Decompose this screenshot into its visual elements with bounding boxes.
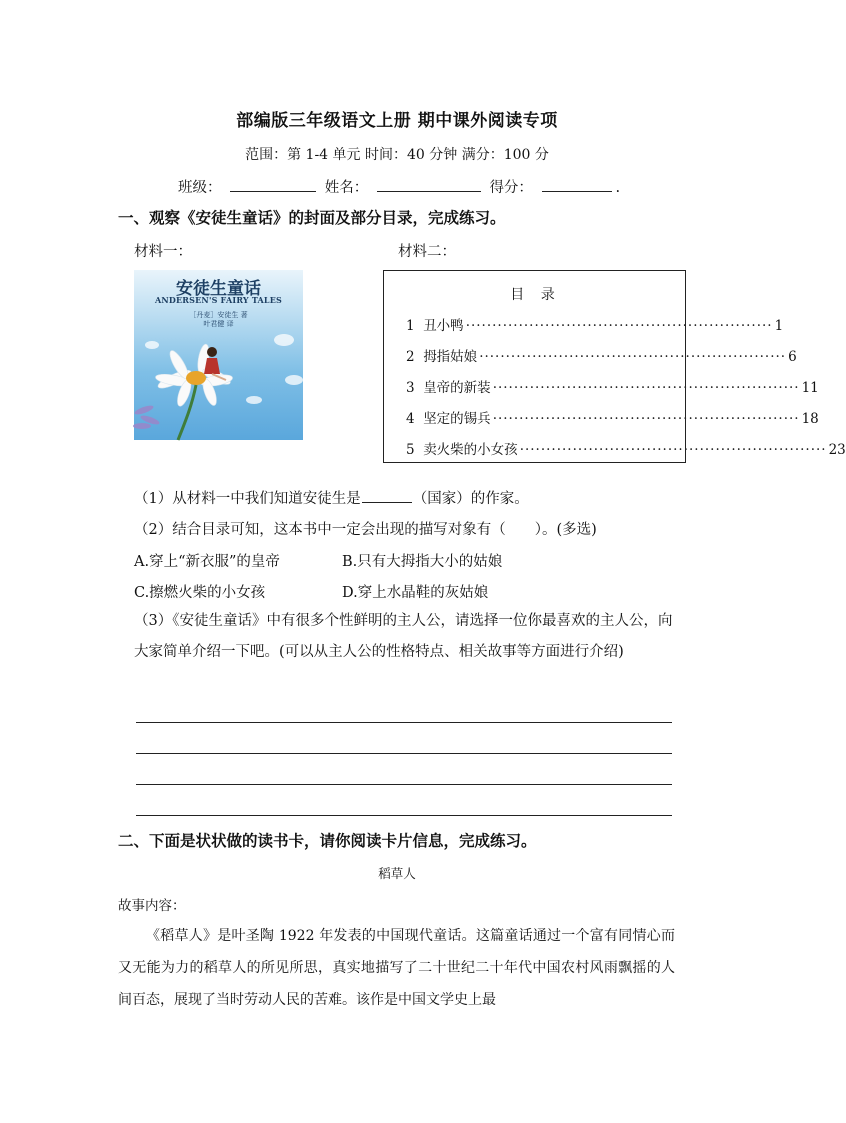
toc-item-number: 3 bbox=[406, 380, 415, 396]
cover-illustration bbox=[134, 270, 303, 440]
exam-scope: 范围：第 1-4 单元 时间：40 分钟 满分：100 分 bbox=[245, 147, 549, 163]
name-label: 姓名： bbox=[324, 180, 369, 196]
toc-item-page: 6 bbox=[788, 349, 797, 365]
section1-heading: 一、观察《安徒生童话》的封面及部分目录，完成练习。 bbox=[118, 208, 506, 227]
question-1 bbox=[134, 487, 529, 508]
option-c[interactable]: C.擦燃火柴的小女孩 bbox=[134, 585, 266, 601]
toc-item-number: 1 bbox=[406, 318, 415, 334]
page-title: 部编版三年级语文上册 期中课外阅读专项 bbox=[236, 111, 558, 131]
question-2: （2）结合目录可知，这本书中一定会出现的描写对象有（ ）。(多选) bbox=[134, 522, 597, 538]
cover-title: 安徒生童话 bbox=[176, 279, 261, 299]
student-info-row bbox=[178, 176, 620, 197]
toc-heading: 目 录 bbox=[510, 287, 561, 303]
score-label: 得分： bbox=[489, 180, 533, 196]
toc-item-number: 4 bbox=[406, 411, 415, 427]
toc-item-page: 23 bbox=[828, 442, 846, 458]
toc-item-page: 18 bbox=[801, 411, 819, 427]
end-mark: . bbox=[615, 180, 621, 196]
material2-label: 材料二： bbox=[398, 244, 456, 260]
toc-item bbox=[406, 407, 819, 427]
toc-leader-dots: ·························································· bbox=[519, 442, 827, 458]
toc-item-title: 坚定的锡兵 bbox=[423, 411, 491, 427]
class-label: 班级： bbox=[178, 180, 222, 196]
option-a[interactable]: A.穿上“新衣服”的皇帝 bbox=[134, 554, 280, 570]
question-1-text: （1）从材料一中我们知道安徒生是 bbox=[134, 491, 361, 507]
question-1-suffix: （国家）的作家。 bbox=[412, 491, 529, 507]
cover-author-line: ［丹麦］安徒生 著 bbox=[189, 311, 248, 319]
toc-item-title: 皇帝的新装 bbox=[423, 380, 491, 396]
class-blank[interactable] bbox=[230, 177, 316, 192]
toc-leader-dots: ·························································· bbox=[465, 318, 773, 334]
cover-en-title: ANDERSEN'S FAIRY TALES bbox=[154, 295, 283, 305]
answer-line[interactable] bbox=[136, 784, 672, 785]
material1-label: 材料一： bbox=[134, 244, 192, 260]
book-cover-image bbox=[134, 270, 303, 440]
section2-heading: 二、下面是状状做的读书卡，请你阅读卡片信息，完成练习。 bbox=[118, 831, 537, 850]
toc-item-number: 2 bbox=[406, 349, 415, 365]
toc-item-title: 丑小鸭 bbox=[423, 318, 464, 334]
answer-line[interactable] bbox=[136, 722, 672, 723]
reading-card-title: 稻草人 bbox=[378, 866, 416, 881]
score-blank[interactable] bbox=[542, 177, 612, 192]
name-blank[interactable] bbox=[377, 177, 481, 192]
story-label: 故事内容： bbox=[118, 898, 186, 914]
toc-item bbox=[406, 376, 819, 396]
cover-translator-line: 叶君健 译 bbox=[203, 320, 234, 328]
toc-item-title: 卖火柴的小女孩 bbox=[423, 442, 518, 458]
question-3: （3）《安徒生童话》中有很多个性鲜明的主人公，请选择一位你最喜欢的主人公，向大家简单介绍一下吧。(可以从主人公的性格特点、相关故事等方面进行介绍) bbox=[134, 613, 673, 660]
toc-item-page: 1 bbox=[774, 318, 784, 334]
toc-item-title: 拇指姑娘 bbox=[423, 349, 478, 365]
option-d[interactable]: D.穿上水晶鞋的灰姑娘 bbox=[342, 585, 489, 601]
toc-leader-dots: ·························································· bbox=[492, 411, 800, 427]
toc-leader-dots: ·························································· bbox=[479, 349, 787, 365]
question-1-blank[interactable] bbox=[362, 488, 412, 503]
toc-leader-dots: ·························································· bbox=[492, 380, 800, 396]
answer-line[interactable] bbox=[136, 753, 672, 754]
table-of-contents bbox=[383, 270, 846, 463]
toc-item-number: 5 bbox=[406, 442, 415, 458]
option-b[interactable]: B.只有大拇指大小的姑娘 bbox=[342, 554, 503, 570]
toc-item bbox=[406, 438, 846, 458]
toc-item bbox=[406, 314, 784, 334]
story-paragraph: 《稻草人》是叶圣陶 1922 年发表的中国现代童话。这篇童话通过一个富有同情心而又无能为力的稻草人的所见所思，真实地描写了二十世纪二十年代中国农村风雨飘摇的人间百态，展现了当时劳动人民的苦难。该作是中国文学史上最 bbox=[118, 928, 675, 1008]
toc-item bbox=[406, 345, 797, 365]
toc-item-page: 11 bbox=[801, 380, 819, 396]
answer-line[interactable] bbox=[136, 815, 672, 816]
